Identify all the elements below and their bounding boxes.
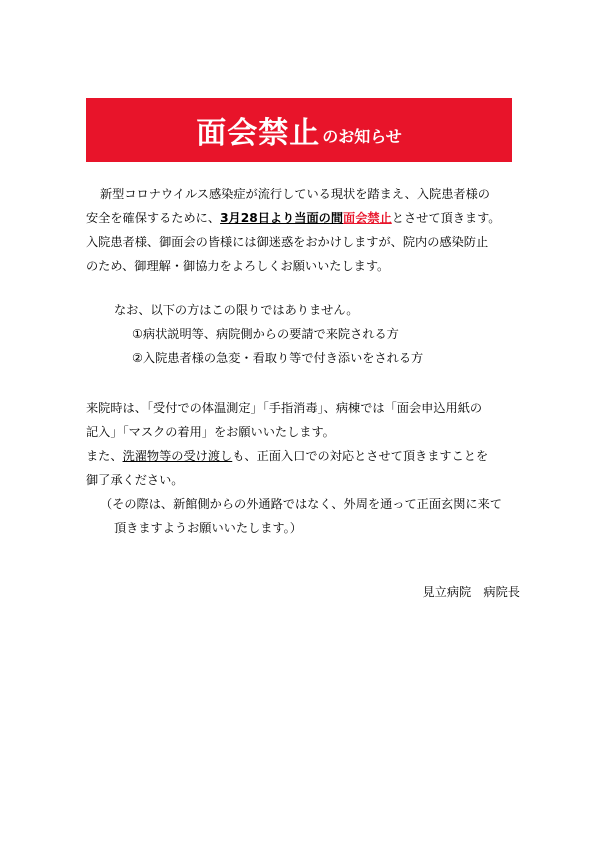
exceptions-intro: なお、以下の方はこの限りではありません。 [114, 303, 359, 317]
exceptions-paragraph [86, 298, 526, 370]
visit-rules-paragraph [86, 396, 526, 540]
banner-subtitle: のお知らせ [322, 126, 402, 146]
rules-line-3 [86, 444, 526, 468]
intro-line-2-prefix: 安全を確保するために、 [86, 211, 221, 225]
intro-line-2 [86, 206, 526, 230]
exception-item-2: ②入院患者様の急変・看取り等で付き添いをされる方 [132, 351, 424, 365]
rules-line-6: 頂きますようお願いいたします。） [114, 521, 302, 535]
rules-line-2: 記入」「マスクの着用」をお願いいたします。 [86, 425, 335, 439]
notice-banner [86, 98, 512, 162]
rules-line-5: （その際は、新館側からの外通路ではなく、外周を通って正面玄関に来て [100, 497, 502, 511]
visit-ban-emphasis: 面会禁止 [343, 211, 392, 225]
laundry-handover-emphasis: 洗濯物等の受け渡し [122, 449, 233, 463]
rules-line-4: 御了承ください。 [86, 473, 184, 487]
intro-line-4: のため、御理解・御協力をよろしくお願いいたします。 [86, 259, 390, 273]
intro-line-1: 新型コロナウイルス感染症が流行している現状を踏まえ、入院患者様の [100, 187, 490, 201]
rules-line-3-prefix: また、 [86, 449, 123, 463]
intro-paragraph [86, 182, 526, 278]
rules-line-1: 来院時は、「受付での体温測定」「手指消毒」、病棟では「面会申込用紙の [86, 401, 483, 415]
exception-item-1: ①病状説明等、病院側からの要請で来院される方 [132, 327, 399, 341]
signature: 見立病院 病院長 [422, 585, 520, 599]
banner-title: 面会禁止 [196, 116, 321, 151]
rules-line-3-suffix: も、正面入口での対応とさせて頂きますことを [232, 449, 489, 463]
intro-line-3: 入院患者様、御面会の皆様には御迷惑をおかけしますが、院内の感染防止 [86, 235, 489, 249]
start-date-emphasis: 3月28日より当面の間 [220, 211, 344, 225]
intro-line-2-suffix: とさせて頂きます。 [391, 211, 501, 225]
